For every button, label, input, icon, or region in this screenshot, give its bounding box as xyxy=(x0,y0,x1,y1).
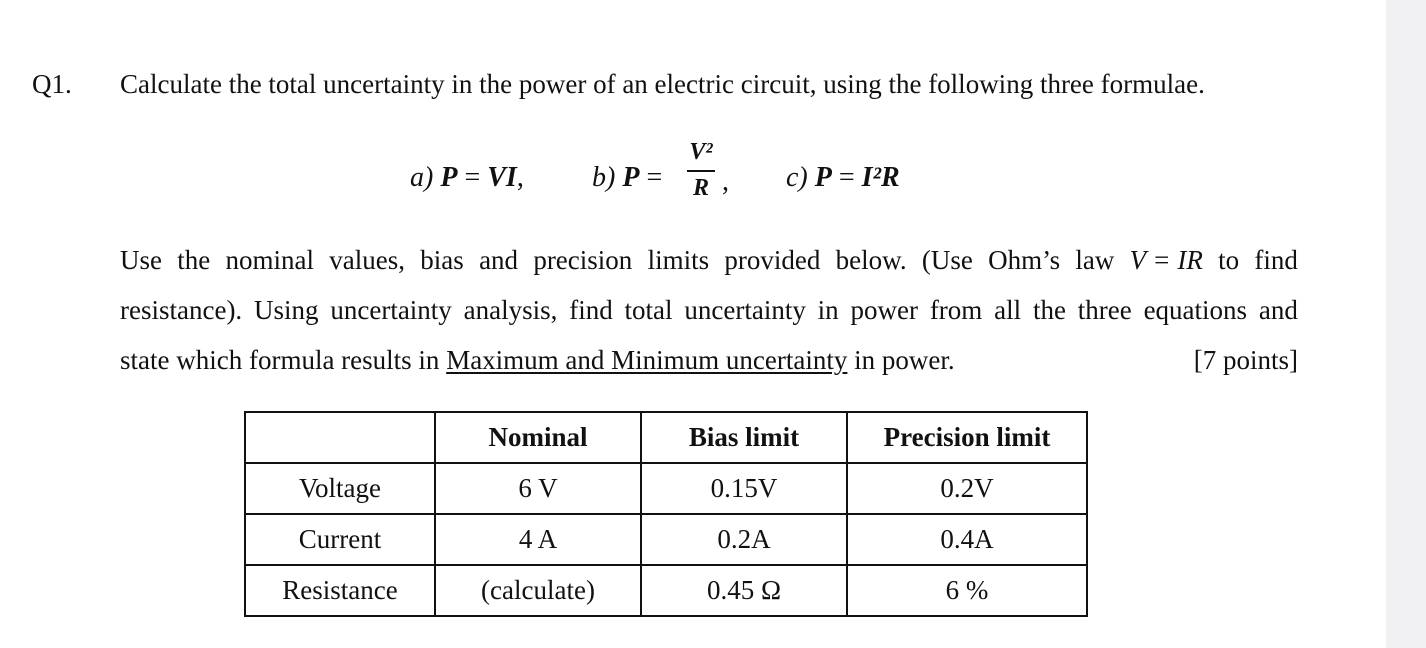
word: in xyxy=(817,295,839,325)
word: nominal xyxy=(225,245,315,275)
question-prompt: Calculate the total uncertainty in the power of an electric circuit, using the following three formulae. xyxy=(120,69,1205,99)
word: find xyxy=(1254,245,1298,275)
word: values, xyxy=(329,245,406,275)
word: all xyxy=(994,295,1022,325)
formula-a-trail: , xyxy=(516,162,524,193)
formula-b-numerator: V² xyxy=(689,139,713,165)
word: Use xyxy=(120,245,162,275)
table-cell: Current xyxy=(245,514,435,565)
word: and xyxy=(479,245,519,275)
table-row xyxy=(245,565,1087,616)
table-row xyxy=(245,514,1087,565)
word: law xyxy=(1075,245,1115,275)
word: three xyxy=(1077,295,1132,325)
formula-a-rhs: VI xyxy=(487,162,517,193)
word: resistance). xyxy=(120,295,243,325)
formula-b-label: b) xyxy=(592,162,616,193)
formula-b xyxy=(592,162,662,194)
formula-a-eq: = xyxy=(464,162,481,193)
table-cell: 6 % xyxy=(847,565,1087,616)
values-table xyxy=(244,411,1088,617)
formula-c-rhs: I²R xyxy=(861,162,900,193)
word: total xyxy=(624,295,673,325)
instructions-line-1 xyxy=(120,244,1298,276)
formula-a-lhs: P xyxy=(440,162,458,193)
table-cell: 4 A xyxy=(435,514,641,565)
word: find xyxy=(569,295,613,325)
ohms-law-equation: V = IR xyxy=(1129,245,1203,275)
word: uncertainty xyxy=(330,295,452,325)
word: uncertainty xyxy=(684,295,806,325)
word: and xyxy=(1258,295,1298,325)
formula-c-label: c) xyxy=(786,162,808,193)
instructions-line-2 xyxy=(120,294,1298,326)
table-row xyxy=(245,463,1087,514)
word: analysis, xyxy=(463,295,558,325)
formula-c-lhs: P xyxy=(814,162,832,193)
table-cell: 0.2A xyxy=(641,514,847,565)
table-cell: 0.2V xyxy=(847,463,1087,514)
word: from xyxy=(929,295,983,325)
formula-c-eq: = xyxy=(838,162,855,193)
word: the xyxy=(177,245,211,275)
word: Ohm’s xyxy=(988,245,1061,275)
word: equations xyxy=(1143,295,1248,325)
instructions-line-3 xyxy=(120,344,1298,376)
line3-start: state which formula results in xyxy=(120,345,447,375)
table-header-cell: Nominal xyxy=(435,412,641,463)
formula-c xyxy=(786,162,900,194)
line3-end: in power. xyxy=(847,345,955,375)
formula-a xyxy=(410,162,524,194)
table-header-cell: Bias limit xyxy=(641,412,847,463)
table-header-cell xyxy=(245,412,435,463)
table-cell: 0.45 Ω xyxy=(641,565,847,616)
word: limits xyxy=(647,245,710,275)
table-cell: 6 V xyxy=(435,463,641,514)
formula-b-eq: = xyxy=(646,162,663,193)
word: bias xyxy=(420,245,464,275)
points-label: [7 points] xyxy=(1193,345,1298,375)
formula-a-label: a) xyxy=(410,162,434,193)
word: provided xyxy=(724,245,821,275)
word: below. xyxy=(835,245,907,275)
word: Using xyxy=(254,295,319,325)
table-cell: Voltage xyxy=(245,463,435,514)
formula-b-lhs: P xyxy=(622,162,640,193)
word: the xyxy=(1032,295,1066,325)
right-side-panel xyxy=(1386,0,1426,648)
underlined-emphasis: Maximum and Minimum uncertainty xyxy=(446,345,848,375)
fraction-bar xyxy=(687,170,715,172)
table-cell: (calculate) xyxy=(435,565,641,616)
word: power xyxy=(850,295,918,325)
table-cell: 0.15V xyxy=(641,463,847,514)
word: to xyxy=(1218,245,1240,275)
word: (Use xyxy=(921,245,973,275)
table-cell: Resistance xyxy=(245,565,435,616)
table-cell: 0.4A xyxy=(847,514,1087,565)
formula-b-denominator: R xyxy=(692,175,709,201)
table-header-cell: Precision limit xyxy=(847,412,1087,463)
word: precision xyxy=(533,245,633,275)
question-number: Q1. xyxy=(32,69,72,99)
table-header-row xyxy=(245,412,1087,463)
formula-b-trail: , xyxy=(722,166,729,197)
